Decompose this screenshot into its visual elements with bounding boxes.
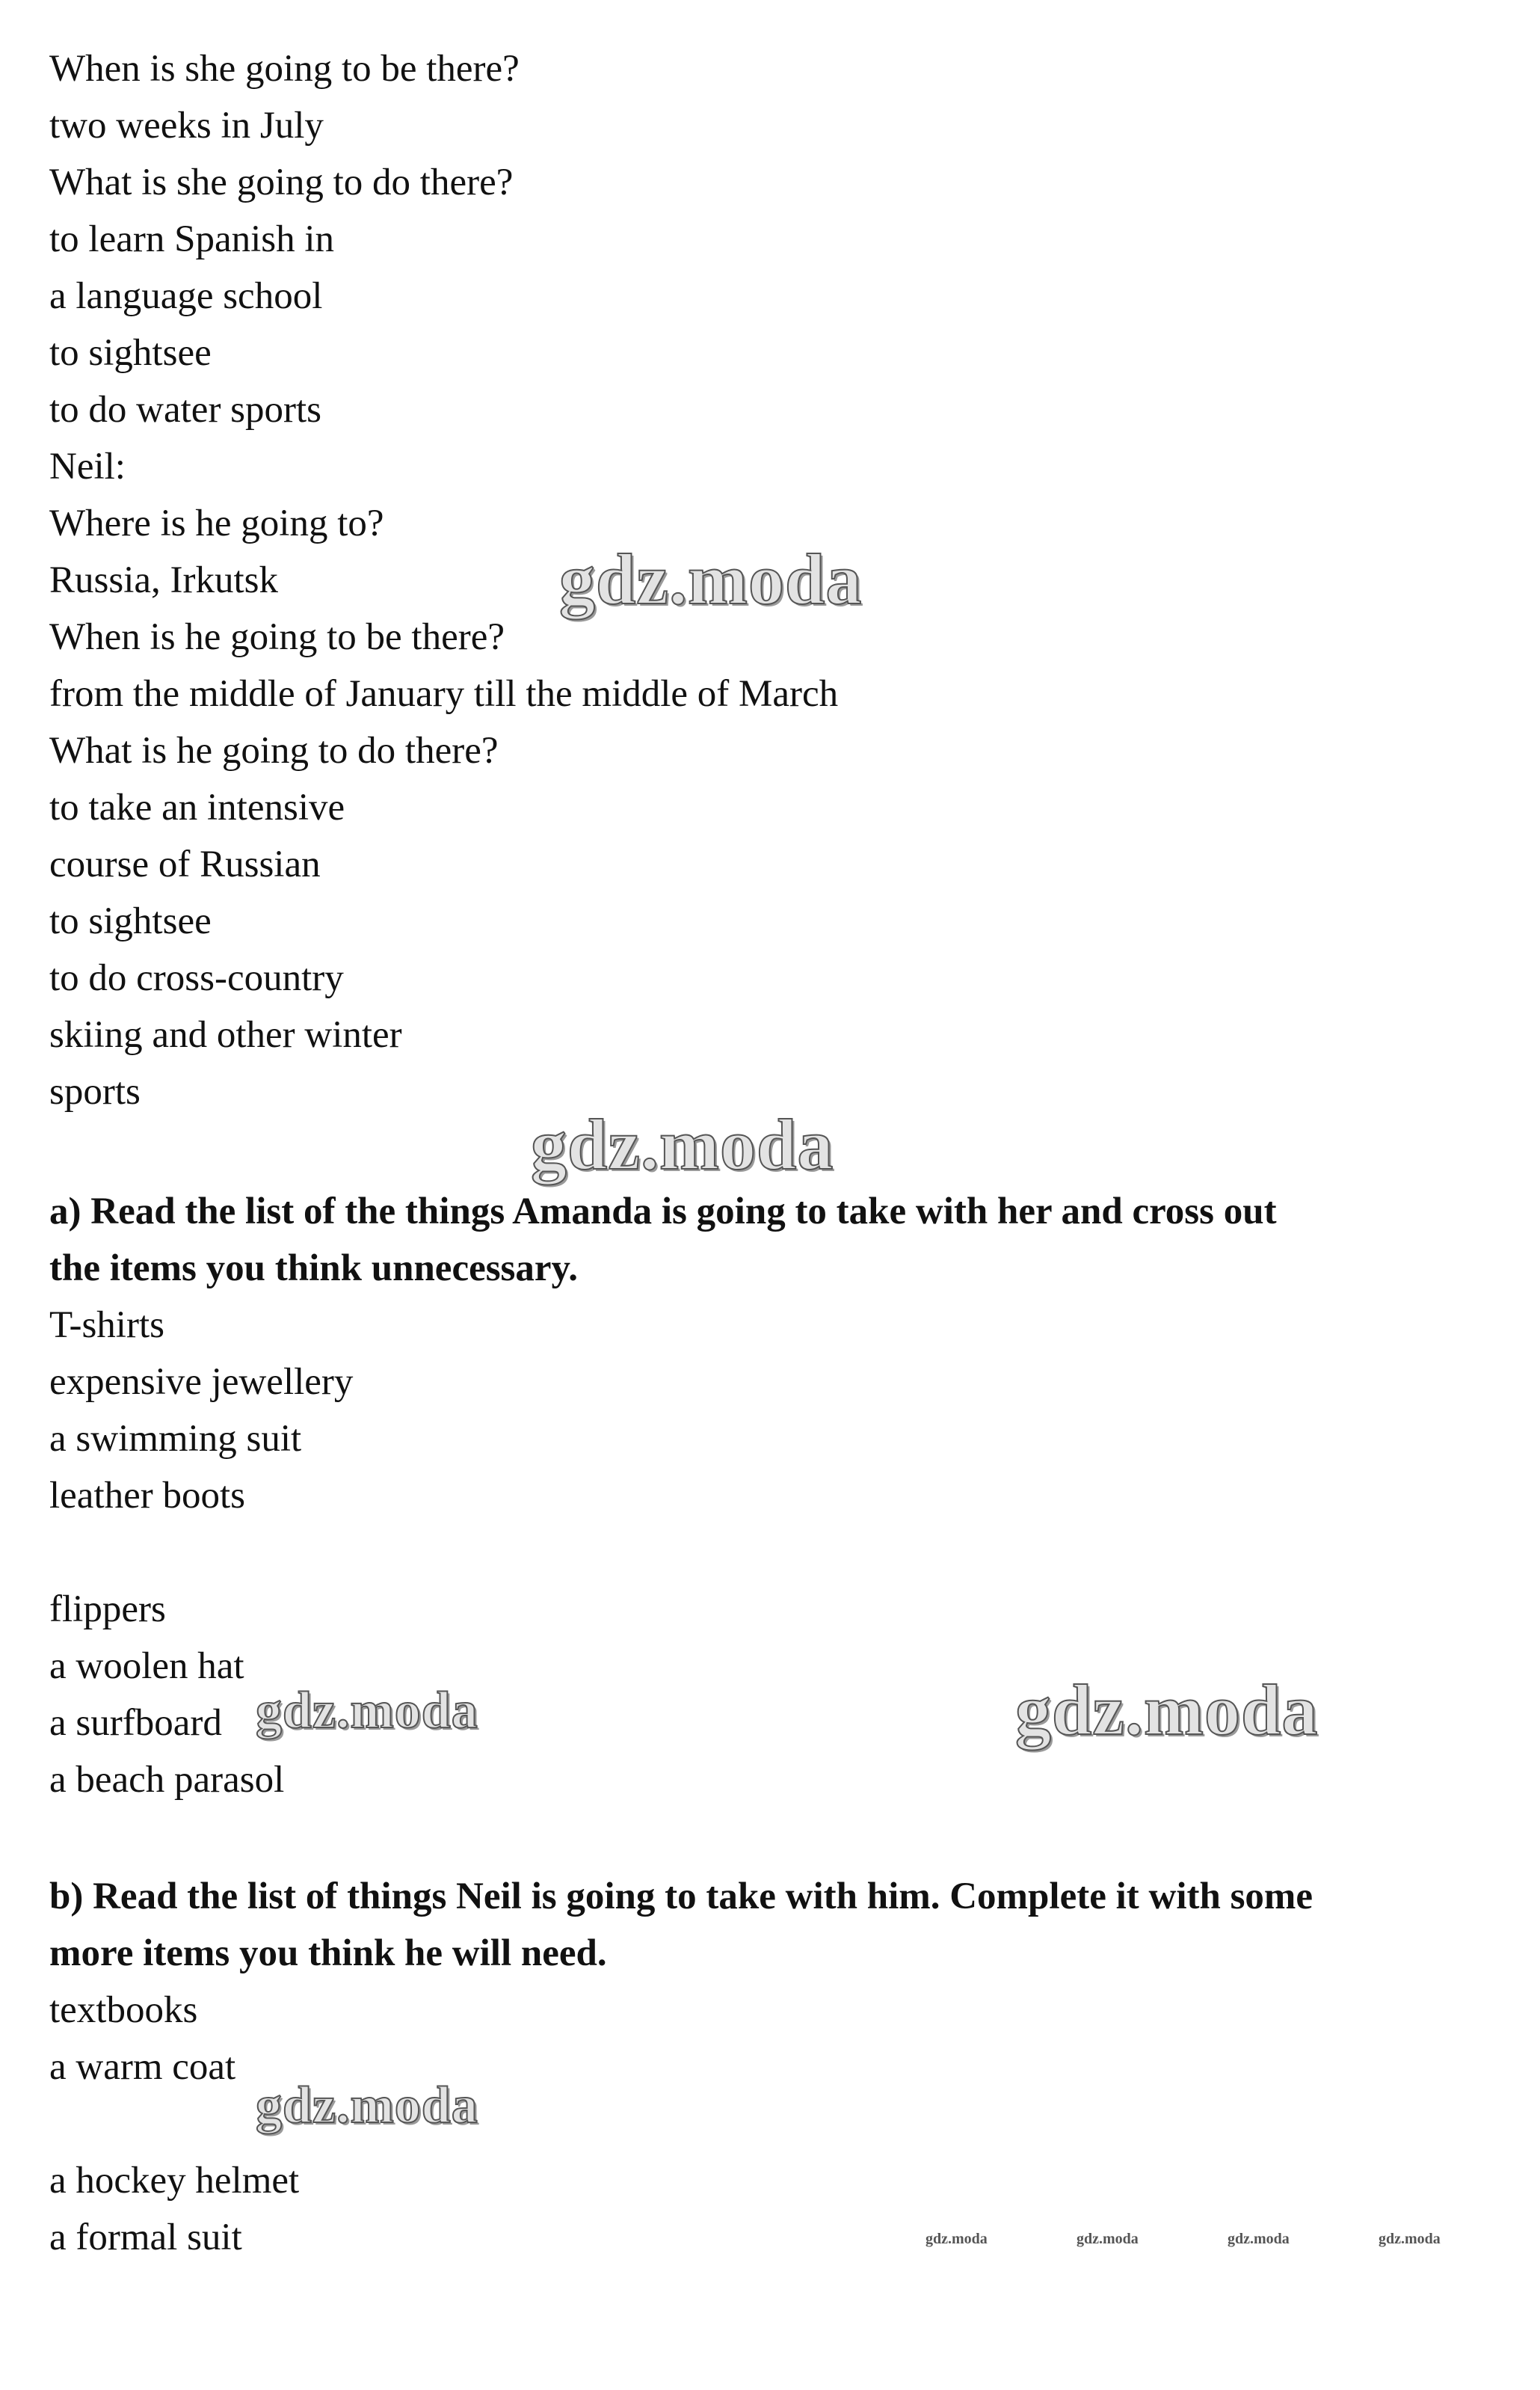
list-item: leather boots [49,1475,245,1517]
list-item: a hockey helmet [49,2160,300,2202]
watermark-logo: gdz.moda [1379,2231,1441,2247]
text-line: to do cross-country [49,957,344,999]
watermark-logo: gdz.moda [1015,1670,1319,1750]
text-line: When is he going to be there? [49,616,505,658]
text-line: to do water sports [49,389,322,431]
text-line: What is he going to do there? [49,730,499,772]
text-line: skiing and other winter [49,1014,402,1056]
list-item: a surfboard [49,1702,222,1744]
text-line: sports [49,1071,141,1113]
list-item: a woolen hat [49,1645,244,1687]
text-line: two weeks in July [49,105,324,147]
list-item: textbooks [49,1989,198,2031]
watermark-logo: gdz.moda [1228,2231,1290,2247]
watermark-logo: gdz.moda [559,539,863,619]
task-b-heading: more items you think he will need. [49,1932,607,1974]
text-line: a language school [49,275,323,317]
task-a-heading: the items you think unnecessary. [49,1247,578,1289]
text-line: to sightsee [49,900,212,942]
text-line: Where is he going to? [49,503,384,544]
watermark-logo: gdz.moda [256,2077,478,2134]
list-item: flippers [49,1588,166,1630]
text-line: to learn Spanish in [49,218,335,260]
list-item: a swimming suit [49,1418,302,1460]
text-line: What is she going to do there? [49,162,514,203]
list-item: T-shirts [49,1304,164,1346]
text-line: course of Russian [49,844,321,885]
list-item: a formal suit [49,2217,242,2258]
text-line: to sightsee [49,332,212,374]
list-item: a beach parasol [49,1759,285,1801]
task-a-heading: a) Read the list of the things Amanda is going to take with her and cross out [49,1191,1277,1232]
list-item: a warm coat [49,2046,236,2088]
text-line: to take an intensive [49,787,345,829]
watermark-logo: gdz.moda [925,2231,988,2247]
task-b-heading: b) Read the list of things Neil is going to take with him. Complete it with some [49,1876,1313,1917]
watermark-logo: gdz.moda [1077,2231,1139,2247]
watermark-logo: gdz.moda [256,1682,478,1739]
list-item: expensive jewellery [49,1361,354,1403]
text-line: Russia, Irkutsk [49,559,278,601]
text-line: from the middle of January till the middle of March [49,673,839,715]
watermark-logo: gdz.moda [531,1105,834,1185]
text-line: When is she going to be there? [49,48,520,90]
text-line: Neil: [49,446,126,488]
